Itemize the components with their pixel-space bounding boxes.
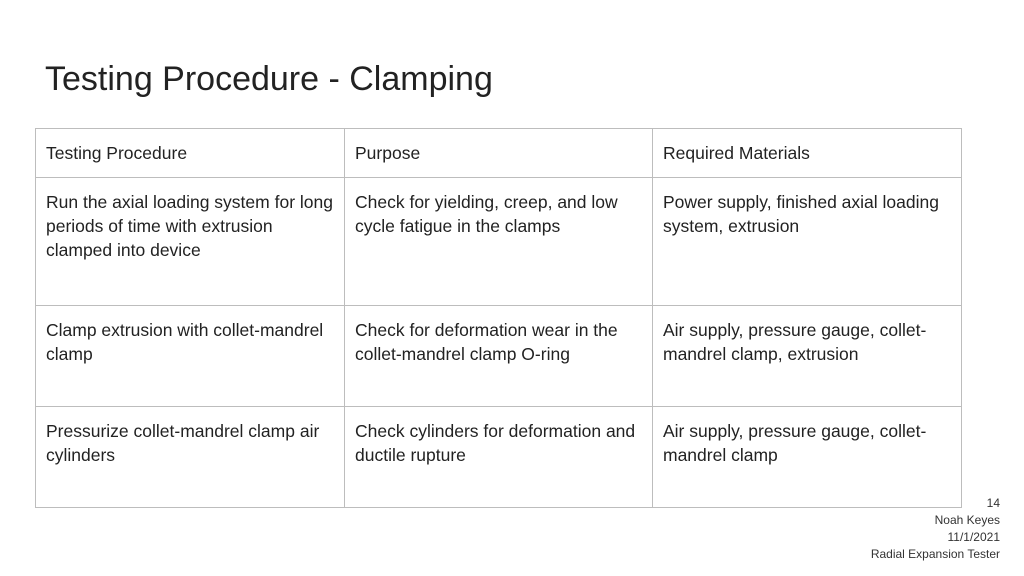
cell-purpose: Check for yielding, creep, and low cycle fatigue in the clamps <box>345 178 653 306</box>
page-number: 14 <box>986 496 1000 510</box>
cell-purpose: Check cylinders for deformation and ductile rupture <box>345 407 653 508</box>
header-purpose: Purpose <box>345 129 653 178</box>
cell-required-materials: Air supply, pressure gauge, collet-mandrel clamp <box>653 407 962 508</box>
presentation-date: 11/1/2021 <box>947 530 1000 544</box>
cell-testing-procedure: Pressurize collet-mandrel clamp air cylinders <box>36 407 345 508</box>
testing-procedure-table <box>35 128 962 508</box>
table-row <box>36 306 962 407</box>
table-row <box>36 178 962 306</box>
project-name: Radial Expansion Tester <box>870 547 1000 561</box>
slide-footer <box>871 495 1000 563</box>
header-testing-procedure: Testing Procedure <box>36 129 345 178</box>
table-row <box>36 407 962 508</box>
author-name: Noah Keyes <box>934 513 1000 527</box>
cell-testing-procedure: Clamp extrusion with collet-mandrel clamp <box>36 306 345 407</box>
table-header-row <box>36 129 962 178</box>
slide-title: Testing Procedure - Clamping <box>45 60 493 98</box>
cell-required-materials: Air supply, pressure gauge, collet-mandrel clamp, extrusion <box>653 306 962 407</box>
cell-testing-procedure: Run the axial loading system for long periods of time with extrusion clamped into device <box>36 178 345 306</box>
cell-required-materials: Power supply, finished axial loading system, extrusion <box>653 178 962 306</box>
cell-purpose: Check for deformation wear in the collet-mandrel clamp O-ring <box>345 306 653 407</box>
header-required-materials: Required Materials <box>653 129 962 178</box>
